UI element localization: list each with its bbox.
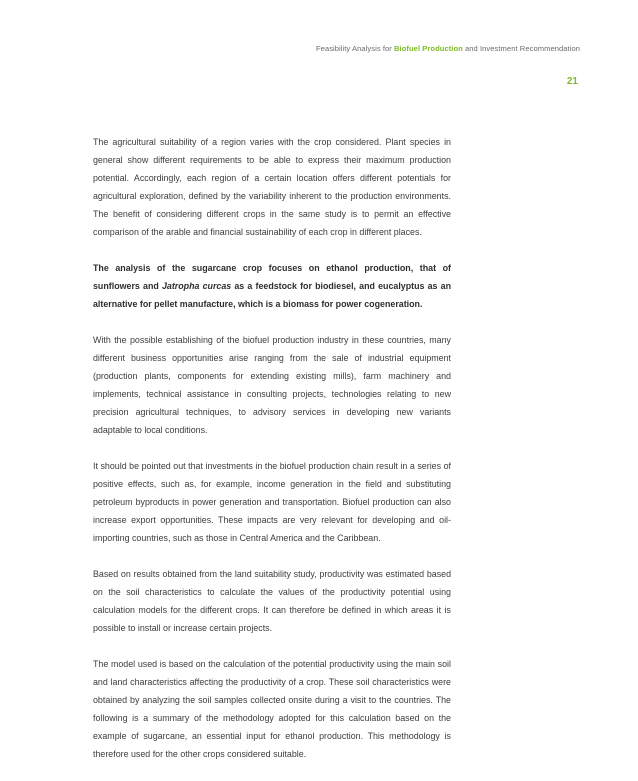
running-header-prefix: Feasibility Analysis for bbox=[315, 44, 395, 53]
paragraph-5: Based on results obtained from the land suitability study, productivity was estimated based on the soil characteristics to calculate the values of the productivity potential using calculation models for the different crops. It can therefore be defined in which areas it is possible to install or increase certain projects. bbox=[93, 569, 451, 633]
page-number: 21 bbox=[566, 76, 578, 87]
body-text bbox=[93, 133, 451, 781]
paragraph-4: It should be pointed out that investments in the biofuel production chain result in a series of positive effects, such as, for example, income generation in the field and substituting petroleum byproducts in power generation and transportation. Biofuel production can also increase export opportunities. These impacts are very relevant for developing and oil-importing countries, such as those in Central America and the Caribbean. bbox=[93, 461, 451, 543]
paragraph-6: The model used is based on the calculation of the potential productivity using the main soil and land characteristics affecting the productivity of a crop. These soil characteristics were obtained by analyzing the soil samples collected onsite during a visit to the countries. The following is a summary of the methodology adopted for this calculation based on the example of sugarcane, an essential input for ethanol production. This methodology is therefore used for the other crops considered suitable. bbox=[93, 659, 451, 759]
running-header-suffix: and Investment Recommendation bbox=[462, 44, 580, 53]
paragraph-1: The agricultural suitability of a region varies with the crop considered. Plant species in general show different requirements to be able to express their maximum production potential. Accordingly, each region of a certain location offers different potentials for agricultural exploration, defined by the variability inherent to the production environments. The benefit of considering different crops in the same study is to permit an effective comparison of the arable and financial sustainability of each crop in different places. bbox=[93, 137, 451, 237]
paragraph-2 bbox=[93, 259, 451, 313]
paragraph-2-species-name: Jatropha curcas bbox=[161, 281, 232, 291]
running-header bbox=[316, 44, 580, 53]
running-header-highlight: Biofuel Production bbox=[394, 44, 463, 53]
paragraph-2-part-1: The analysis of the sugarcane crop focuses on ethanol production, that of sunflowers and bbox=[93, 263, 451, 291]
paragraph-2-part-2: as a feedstock for biodiesel, and eucalyptus as an alternative for pellet manufacture, which is a biomass for power cogeneration. bbox=[93, 281, 451, 309]
paragraph-3: With the possible establishing of the biofuel production industry in these countries, many different business opportunities arise ranging from the sale of industrial equipment (production plants, components for extending existing mills), farm machinery and implements, technical assistance in consulting projects, technologies relating to new precision agricultural techniques, to advisory services in developing new variants adaptable to local conditions. bbox=[93, 335, 451, 435]
